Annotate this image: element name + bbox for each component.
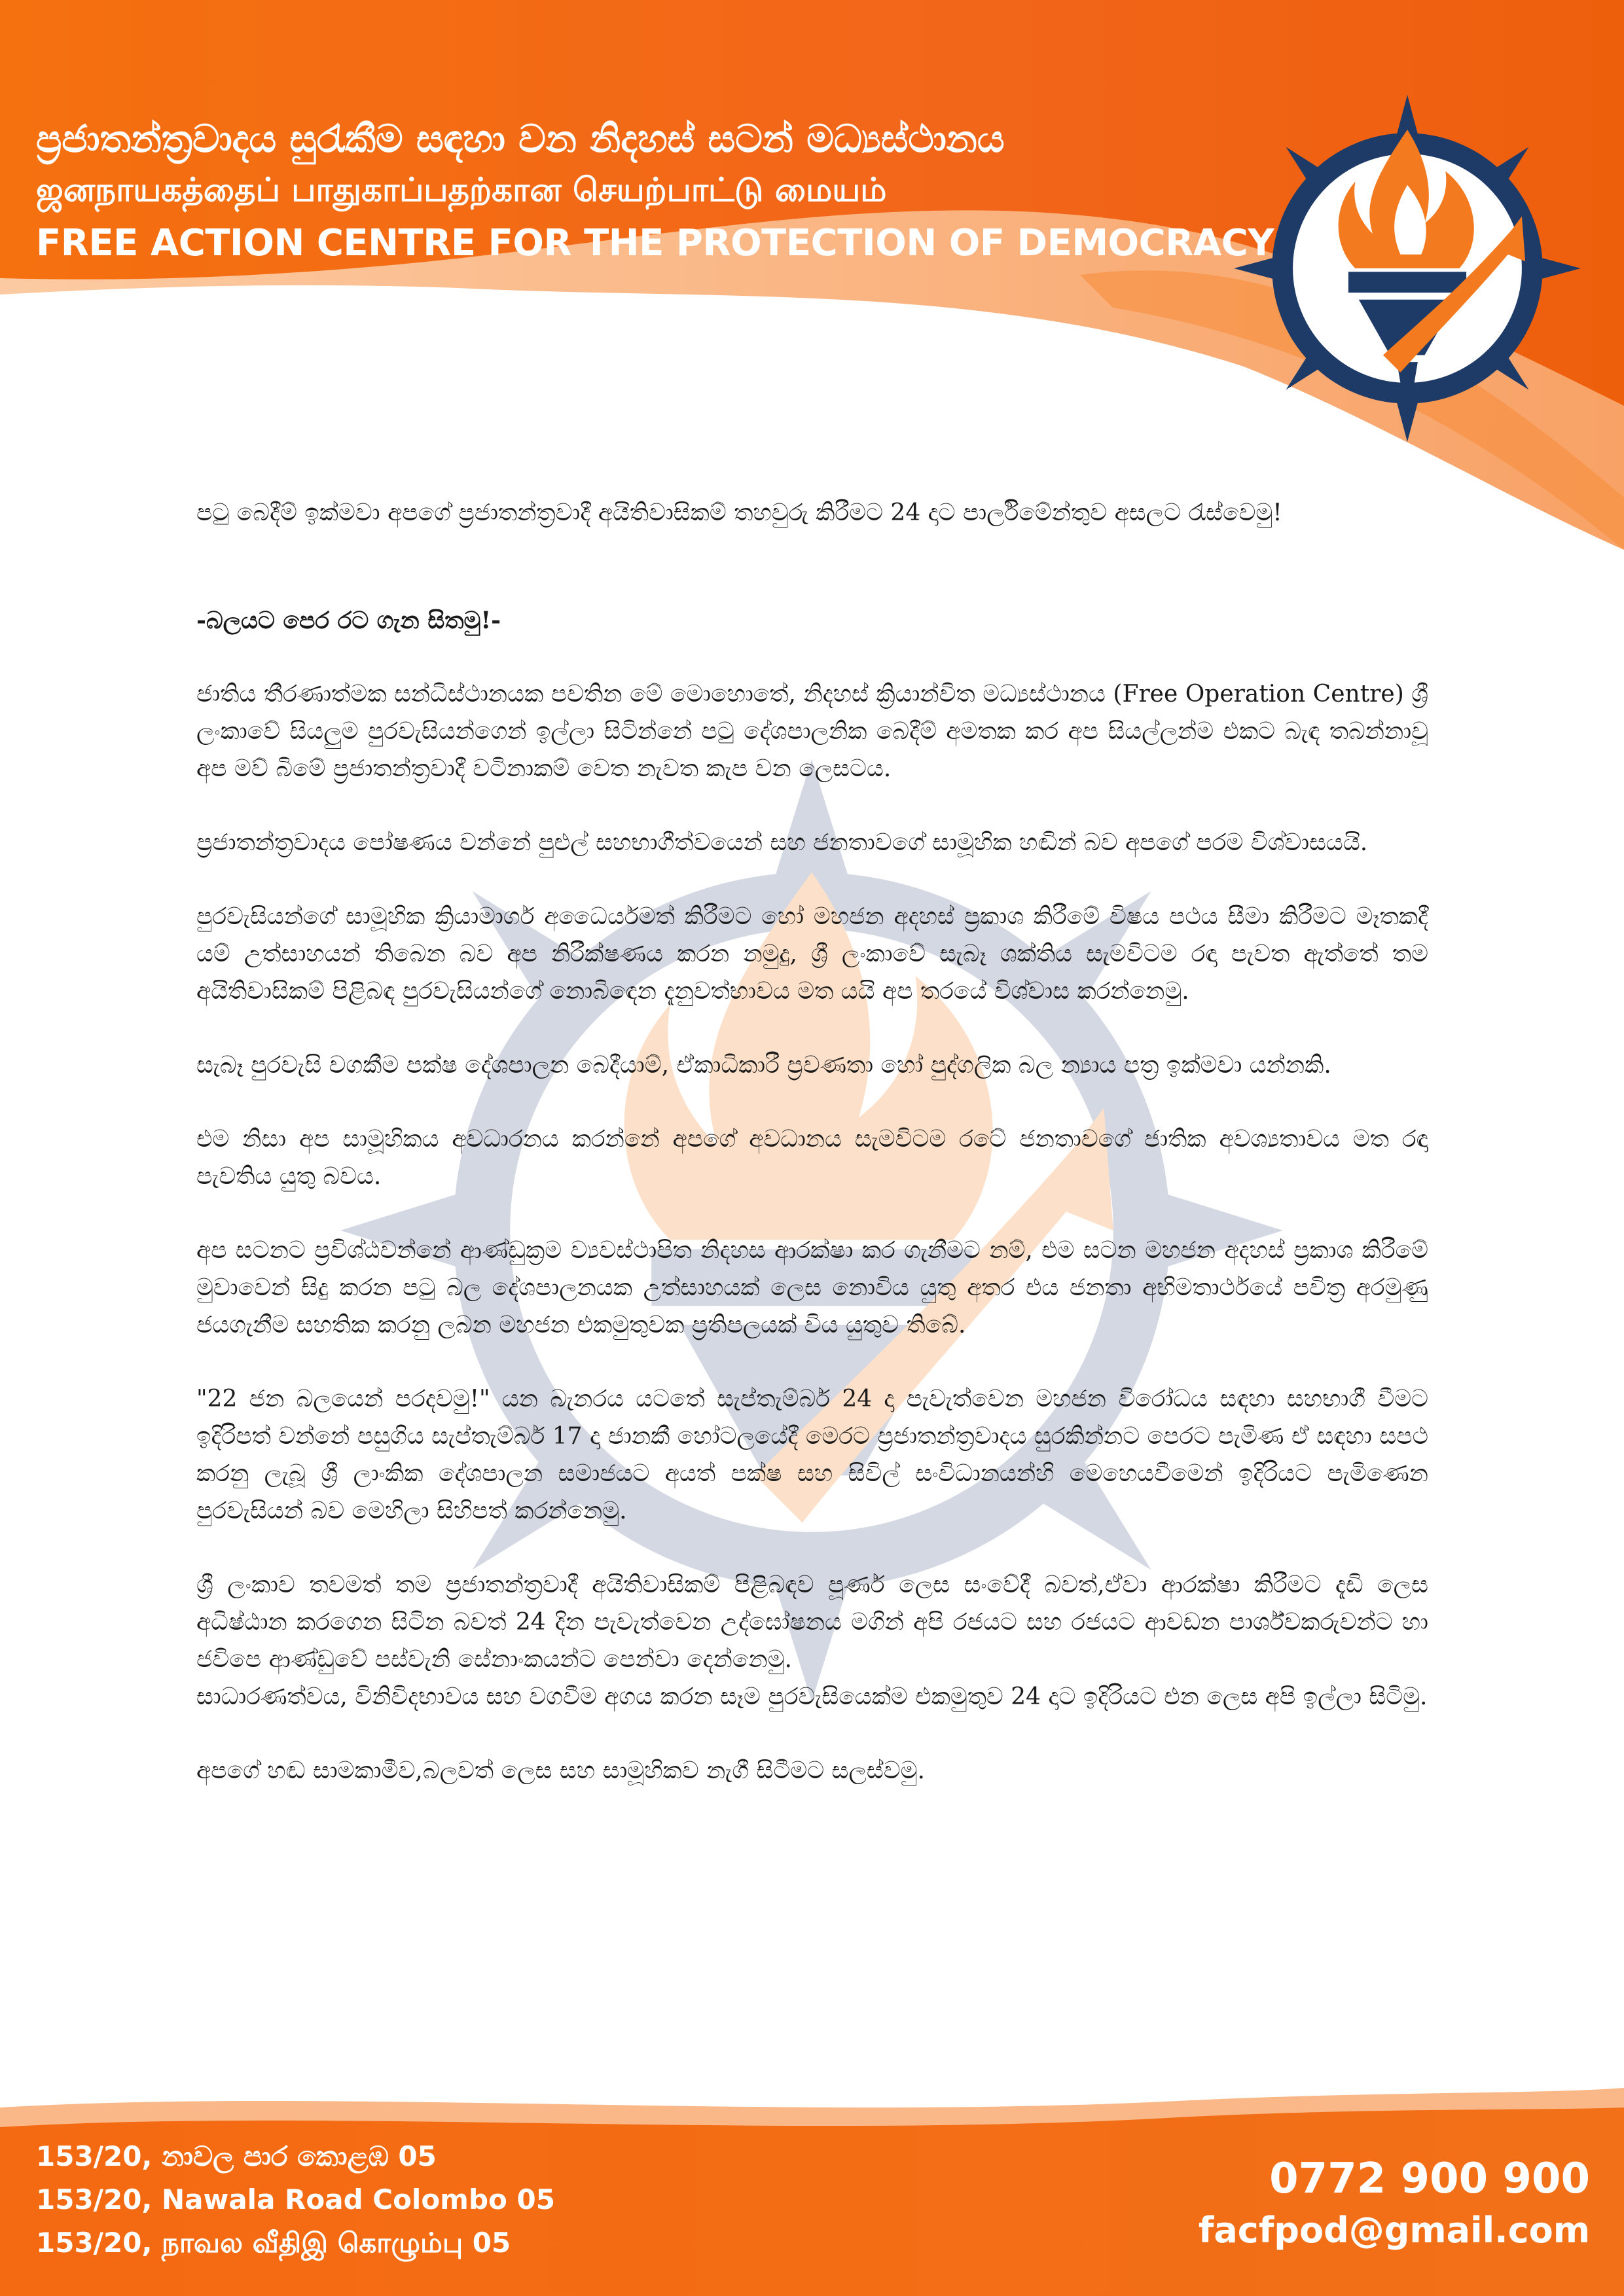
- address-english: 153/20, Nawala Road Colombo 05: [36, 2183, 555, 2215]
- paragraph: ප්‍රජාතන්ත්‍රවාදය පෝෂණය වන්නේ පුළුල් සහභාගීත්වයෙන් සහ ජනතාවගේ සාමූහික හඬින් බව අපගේ පරම විශ්වාසයයි.: [196, 829, 1368, 856]
- org-name-sinhala: ප්‍රජාතන්ත්‍රවාදය සුරැකීම සඳහා වන නිදහස් සටන් මධ්‍යස්ථානය: [36, 117, 1005, 161]
- paragraph: "22 ජන බලයෙන් පරදවමු!" යන බැනරය යටතේ සැප්තැම්බර් 24 දා පැවැත්වෙන මහජන විරෝධය සඳහා සහභාගී වීමට ඉදිරිපත් වන්නේ පසුගිය සැප්තැම්බර් 17 දා ජානකී හෝටලයේදී මෙරට ප්‍රජාතන්ත්‍රවාදය සුරකින්නට පෙරට පැමිණ ඒ සඳහා සපථ කරනු ලැබූ ශ්‍රී ලාංකික දේශපාලන සමාජයට අයත් පක්ෂ සහ සිවිල් සංවිධානයන්හි මෙහෙයවීමෙන් ඉදිරියට පැමිණෙන පුරවැසියන් බව මෙහිලා සිහිපත් කරන්නෙමු.: [196, 1386, 1428, 1524]
- paragraph: එම නිසා අප සාමූහිකය අවධාරනය කරන්නේ අපගේ අවධානය සැමවිටම රටේ ජනතාවගේ ජාතික අවශ්‍යතාවය මත රඳා පැවතිය යුතු බවය.: [196, 1126, 1428, 1190]
- org-name-english: FREE ACTION CENTRE FOR THE PROTECTION OF DEMOCRACY: [36, 222, 1274, 264]
- footer-contact: [1199, 2152, 1590, 2255]
- slogan: -බලයට පෙර රට ගැන සිතමු!-: [196, 607, 501, 634]
- letter-body: [196, 494, 1428, 1789]
- org-name-tamil: ஜனநாயகத்தைப் பாதுகாப்பதற்கான செயற்பாட்டு மையம்: [36, 171, 887, 209]
- paragraph: සැබෑ පුරවැසි වගකීම පක්ෂ දේශපාලන බෙදීයාම්, ඒකාධිකාරී ප්‍රවණතා හෝ පුද්ගලික බල න්‍යාය පත්‍ර ඉක්මවා යන්නකි.: [196, 1052, 1331, 1079]
- paragraph: ජාතිය තීරණාත්මක සන්ධිස්ථානයක පවතින මේ මොහොතේ, නිදහස් ක්‍රියාන්විත මධ්‍යස්ථානය (Free Operation Centre) ශ්‍රී ලංකාවේ සියලුම පුරවැසියන්ගෙන් ඉල්ලා සිටින්නේ පටු දේශපාලනික බෙදීම් අමතක කර අප සියල්ලන්ම එකට බැඳ තබන්නාවූ අප මව් බිමේ ප්‍රජාතන්ත්‍රවාදී වටිනාකම් වෙත නැවත කැප වන ලෙසටය.: [196, 681, 1428, 782]
- paragraph: පුරවැසියන්ගේ සාමූහික ක්‍රියාමාර්ග අධෛර්යමත් කිරීමට හෝ මහජන අදහස් ප්‍රකාශ කිරීමේ විෂය පථය සීමා කිරීමට මෑතකදී යම් උත්සාහයන් තිබෙන බව අප නිරීක්ෂණය කරන නමුදු, ශ්‍රී ලංකාවේ සැබෑ ශක්තිය සැමවිටම රඳා පැවත ඇත්තේ තම අයිතිවාසිකම් පිළිබඳ පුරවැසියන්ගේ නොබිඳෙන දැනුවත්භාවය මත යයි අප තරයේ විශ්වාස කරන්නෙමු.: [196, 903, 1428, 1005]
- address-tamil: 153/20, நாவல வீதிஇ கொழும்பு 05: [36, 2227, 511, 2259]
- paragraph: අප සටනට ප්‍රවිශ්ඨවන්නේ ආණ්ඩුක්‍රම ව්‍යවස්ථාපිත නිදහස ආරක්ෂා කර ගැනීමට නම්, එම සටන මහජන අදහස් ප්‍රකාශ කිරීමේ මුවාවෙන් සිදු කරන පටු බල දේශපාලනයක උත්සාහයක් ලෙස නොවිය යුතු අතර එය ජනතා අභිමතාර්ථයේ පවිත්‍ර අරමුණු ජයගැනීම සහතික කරනු ලබන මහජන එකමුතුවක ප්‍රතිපලයක් විය යුතුව තිබේ.: [196, 1237, 1428, 1338]
- headline: පටු බෙදීම් ඉක්මවා අපගේ ප්‍රජාතන්ත්‍රවාදී අයිතිවාසිකම් තහවුරු කිරීමට 24 දාට පාර්ලිමේන්තුව අසලට රැස්වෙමු!: [196, 499, 1282, 526]
- header-titles: [36, 113, 1274, 270]
- email-address[interactable]: facfpod@gmail.com: [1198, 2210, 1590, 2251]
- phone-number[interactable]: 0772 900 900: [1269, 2155, 1590, 2203]
- paragraph: සාධාරණත්වය, විනිවිදභාවය සහ වගවීම අගය කරන සෑම පුරවැසියෙක්ම එකමුතුව 24 දාට ඉදිරියට එන ලෙස අපි ඉල්ලා සිටිමු.: [196, 1683, 1428, 1710]
- torch-compass-logo-icon: [1234, 95, 1581, 442]
- address-sinhala: 153/20, නාවල පාර කොළඹ 05: [36, 2140, 437, 2172]
- footer-address: [36, 2135, 555, 2265]
- closing-line: අපගේ හඬ සාමකාමීව,බලවත් ලෙස සහ සාමූහිකව නැගී සිටීමට සලස්වමු.: [196, 1757, 925, 1784]
- paragraph: ශ්‍රී ලංකාව තවමත් තම ප්‍රජාතන්ත්‍රවාදී අයිතිවාසිකම් පිළිබඳව පූර්ණ ලෙස සංවේදී බවත්,ඒවා ආරක්ෂා කිරීමට දැඩි ලෙස අධිෂ්ඨාන කරගෙන සිටින බවත් 24 දින පැවැත්වෙන උද්ඝෝෂනය මගින් අපි රජයට සහ රජයට ආවඩන පාර්ශ්වකරුවන්ට හා ජවිපෙ ආණ්ඩුවේ පස්වැනි සේනාංකයන්ට පෙන්වා දෙන්නෙමු.: [196, 1571, 1428, 1673]
